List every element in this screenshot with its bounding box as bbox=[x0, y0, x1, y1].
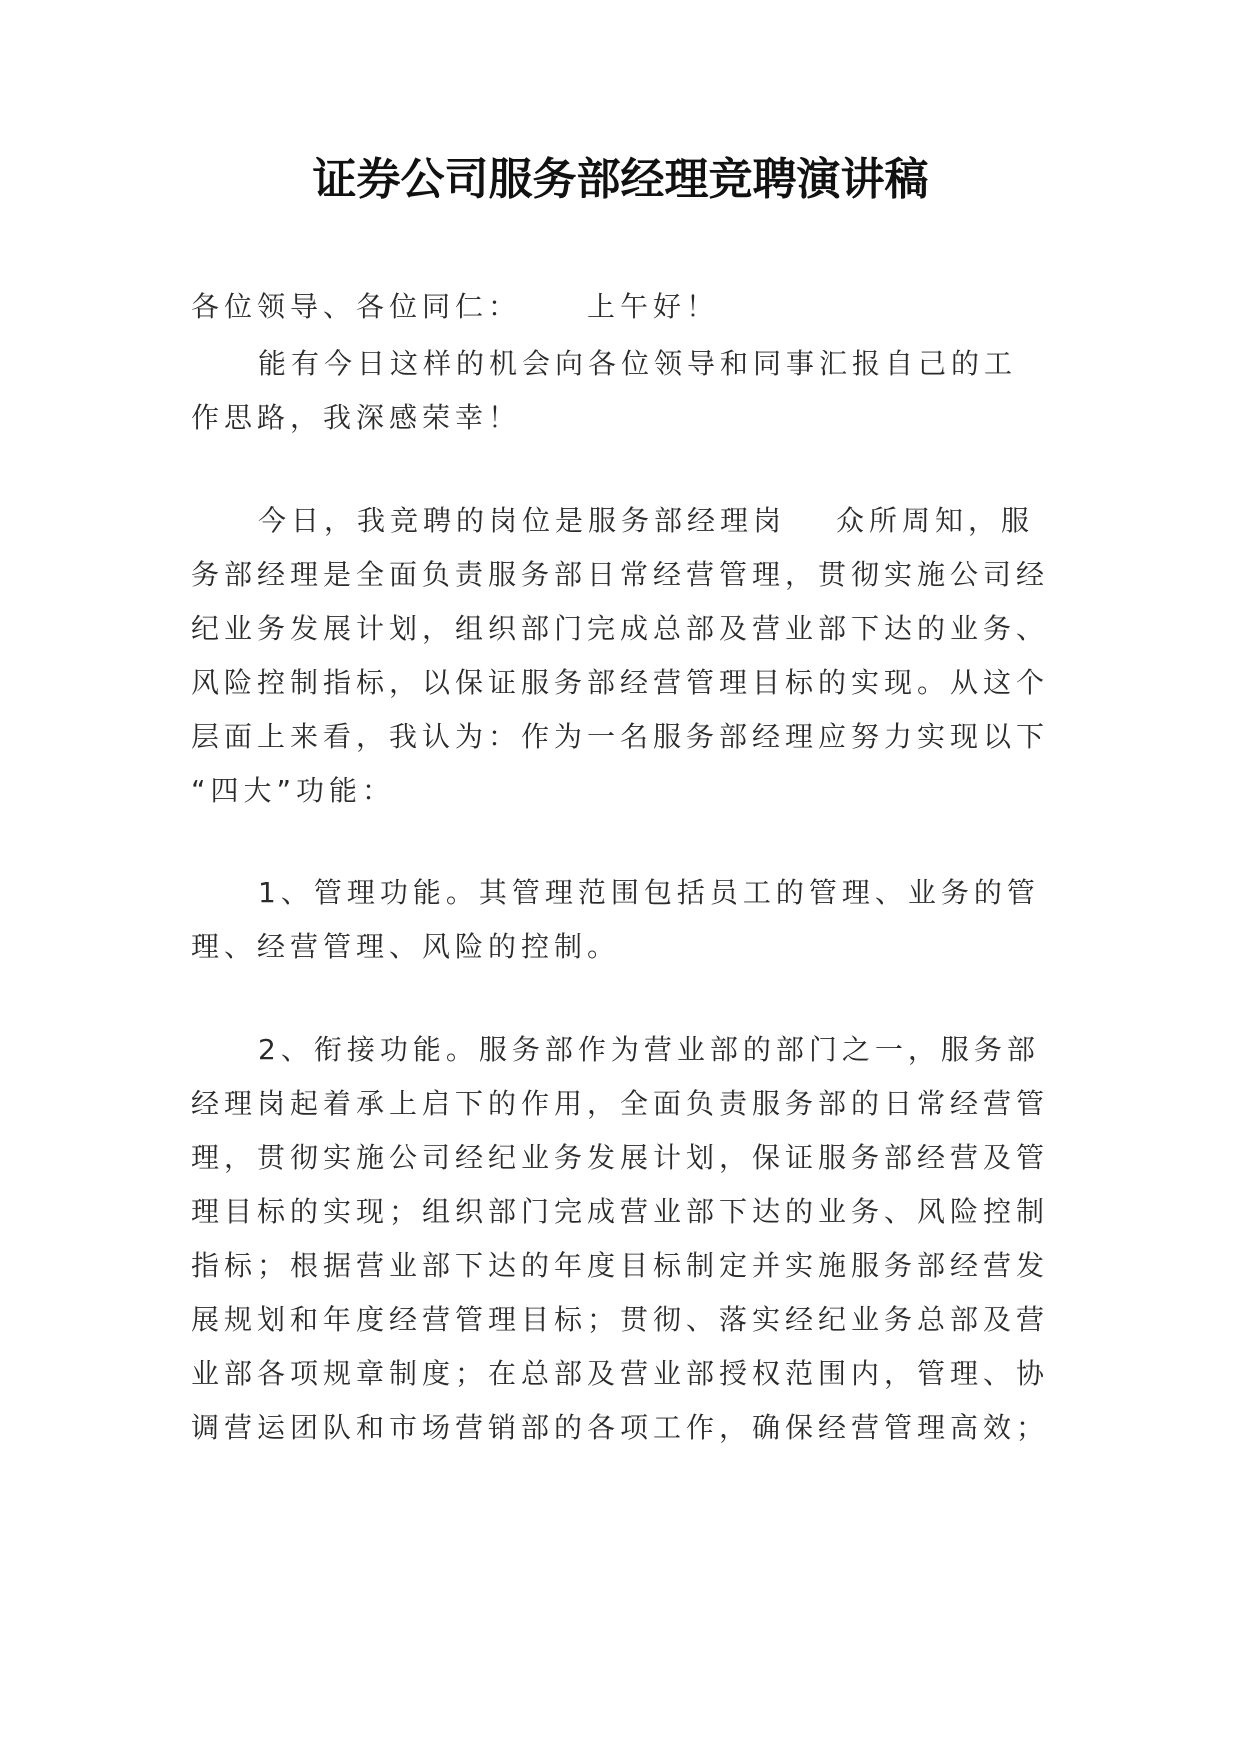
paragraph-line: 2、衔接功能。服务部作为营业部的部门之一，服务部 bbox=[258, 1033, 1040, 1066]
paragraph-line: 经理岗起着承上启下的作用，全面负责服务部的日常经营管 bbox=[191, 1087, 1050, 1120]
paragraph-line: 务部经理是全面负责服务部日常经营管理，贯彻实施公司经 bbox=[191, 558, 1050, 591]
paragraph-line: 作思路，我深感荣幸！ bbox=[191, 401, 522, 434]
paragraph-line: 风险控制指标，以保证服务部经营管理目标的实现。从这个 bbox=[191, 666, 1050, 699]
paragraph-line: 能有今日这样的机会向各位领导和同事汇报自己的工 bbox=[258, 347, 1018, 380]
paragraph-line: 业部各项规章制度；在总部及营业部授权范围内，管理、协 bbox=[191, 1357, 1050, 1390]
paragraph-line: 理目标的实现；组织部门完成营业部下达的业务、风险控制 bbox=[191, 1195, 1050, 1228]
greeting-line bbox=[191, 277, 1051, 337]
paragraph-line: 理、经营管理、风险的控制。 bbox=[191, 930, 621, 963]
paragraph-text: 众所周知，服 bbox=[836, 504, 1035, 537]
paragraph-line: 1、管理功能。其管理范围包括员工的管理、业务的管 bbox=[258, 876, 1040, 909]
greeting-hello: 上午好！ bbox=[587, 290, 720, 323]
paragraph-line: 理，贯彻实施公司经纪业务发展计划，保证服务部经营及管 bbox=[191, 1141, 1050, 1174]
paragraph-line: 层面上来看，我认为：作为一名服务部经理应努力实现以下 bbox=[191, 720, 1050, 753]
paragraph-line: 指标；根据营业部下达的年度目标制定并实施服务部经营发 bbox=[191, 1249, 1050, 1282]
salutation: 各位领导、各位同仁： bbox=[191, 290, 522, 323]
paragraph-text: 今日，我竞聘的岗位是服务部经理岗 bbox=[258, 504, 787, 537]
paragraph-line: 调营运团队和市场营销部的各项工作，确保经营管理高效； bbox=[191, 1411, 1050, 1444]
paragraph-line: “四大”功能： bbox=[191, 774, 396, 807]
paragraph-line bbox=[258, 491, 1118, 551]
document-title: 证券公司服务部经理竞聘演讲稿 bbox=[312, 154, 929, 205]
paragraph-line: 展规划和年度经营管理目标；贯彻、落实经纪业务总部及营 bbox=[191, 1303, 1050, 1336]
paragraph-line: 纪业务发展计划，组织部门完成总部及营业部下达的业务、 bbox=[191, 612, 1050, 645]
